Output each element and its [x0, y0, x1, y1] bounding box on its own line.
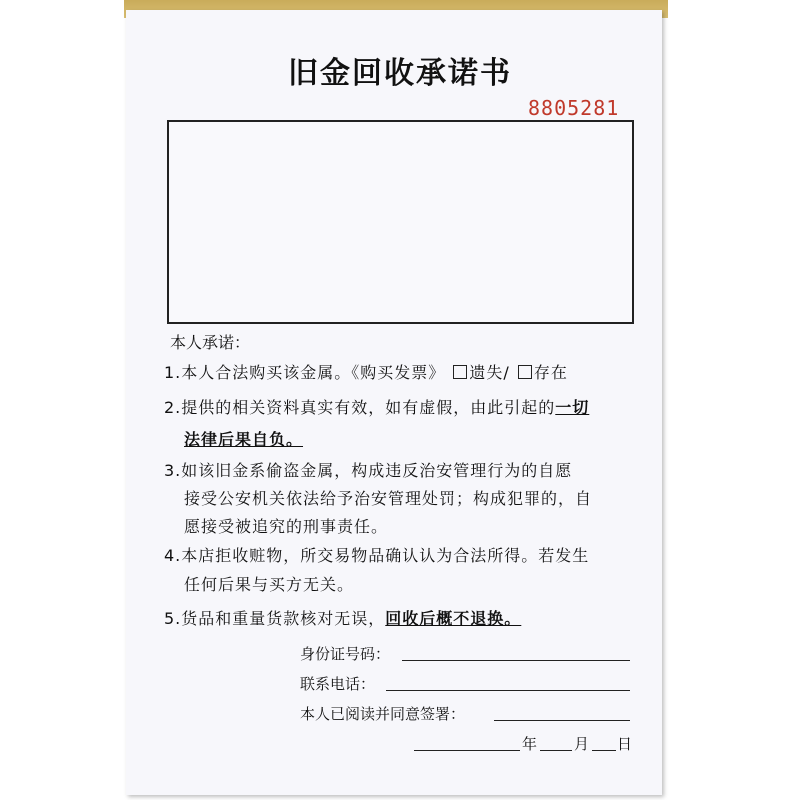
promise-item-3-line2: 接受公安机关依法给予治安管理处罚；构成犯罪的，自 [184, 489, 593, 508]
promise-item-2: 2.提供的相关资料真实有效，如有虚假，由此引起的一切 [164, 398, 590, 417]
month-field[interactable] [540, 750, 572, 751]
id-number-label: 身份证号码： [300, 645, 391, 663]
form-title: 旧金回收承诺书 [288, 56, 512, 91]
phone-label: 联系电话： [300, 675, 376, 693]
promise-item-2-cont: 法律后果自负。 [184, 430, 304, 449]
photo-box[interactable] [167, 120, 634, 324]
serial-number: 8805281 [528, 96, 620, 120]
month-label: 月 [574, 735, 590, 753]
promise-item-1: 1.本人合法购买该金属。《购买发票》 遗失/ 存在 [164, 363, 568, 382]
day-field[interactable] [592, 750, 616, 751]
promise-item-4: 4.本店拒收赃物，所交易物品确认认为合法所得。若发生 [164, 546, 590, 565]
signature-label: 本人已阅读并同意签署： [300, 705, 466, 723]
promise-item-3-line3: 愿接受被追究的刑事责任。 [184, 517, 389, 536]
lost-checkbox[interactable] [453, 365, 467, 379]
year-label: 年 [522, 735, 538, 753]
promise-item-5: 5.货品和重量货款核对无误，回收后概不退换。 [164, 609, 522, 628]
promise-item-3: 3.如该旧金系偷盗金属，构成违反治安管理行为的自愿 [164, 461, 573, 480]
phone-field[interactable] [386, 690, 630, 691]
signature-field[interactable] [494, 720, 630, 721]
promise-item-4-line2: 任何后果与买方无关。 [184, 575, 355, 594]
exists-checkbox[interactable] [518, 365, 532, 379]
day-label: 日 [617, 735, 633, 753]
promise-heading: 本人承诺： [170, 333, 251, 352]
year-field[interactable] [414, 750, 520, 751]
id-number-field[interactable] [402, 660, 630, 661]
